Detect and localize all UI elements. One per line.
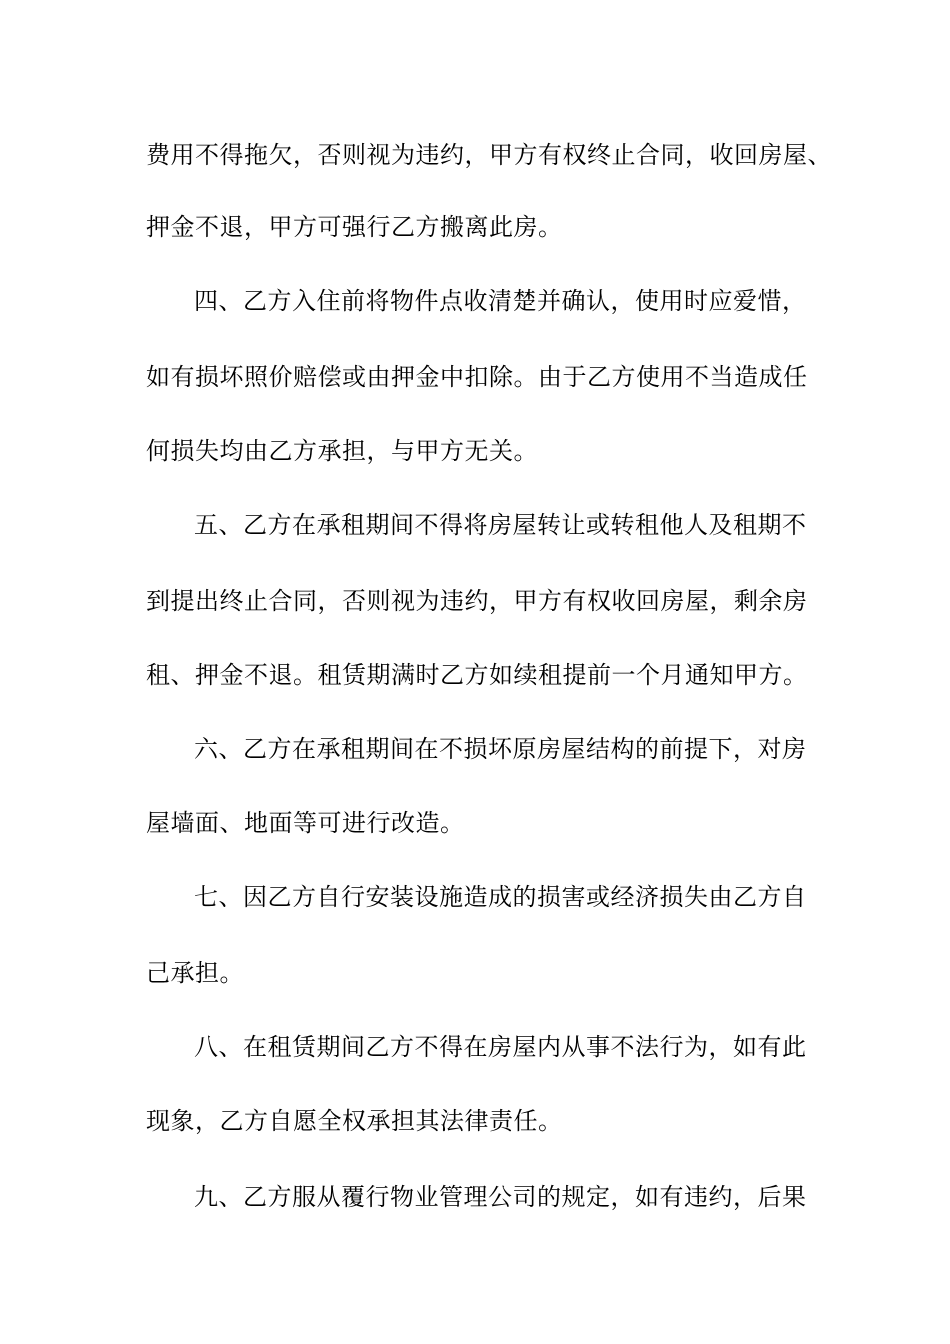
text-line: 到提出终止合同，否则视为违约，甲方有权收回房屋，剩余房	[146, 587, 808, 615]
paragraph-first-line: 九、乙方服从覆行物业管理公司的规定，如有违约，后果	[194, 1183, 807, 1211]
text-line: 何损失均由乙方承担，与甲方无关。	[146, 437, 538, 465]
text-line: 现象，乙方自愿全权承担其法律责任。	[146, 1107, 563, 1135]
paragraph-first-line: 七、因乙方自行安装设施造成的损害或经济损失由乙方自	[194, 883, 807, 911]
text-line: 租、押金不退。租赁期满时乙方如续租提前一个月通知甲方。	[146, 661, 808, 689]
text-line: 如有损坏照价赔偿或由押金中扣除。由于乙方使用不当造成任	[146, 363, 808, 391]
text-line: 押金不退，甲方可强行乙方搬离此房。	[146, 213, 563, 241]
text-line: 费用不得拖欠，否则视为违约，甲方有权终止合同，收回房屋、	[146, 141, 832, 169]
paragraph-first-line: 四、乙方入住前将物件点收清楚并确认，使用时应爱惜，	[194, 287, 807, 315]
text-line: 己承担。	[146, 959, 244, 987]
paragraph-first-line: 五、乙方在承租期间不得将房屋转让或转租他人及租期不	[194, 511, 807, 539]
paragraph-first-line: 八、在租赁期间乙方不得在房屋内从事不法行为，如有此	[194, 1033, 807, 1061]
paragraph-first-line: 六、乙方在承租期间在不损坏原房屋结构的前提下，对房	[194, 735, 807, 763]
text-line: 屋墙面、地面等可进行改造。	[146, 809, 465, 837]
